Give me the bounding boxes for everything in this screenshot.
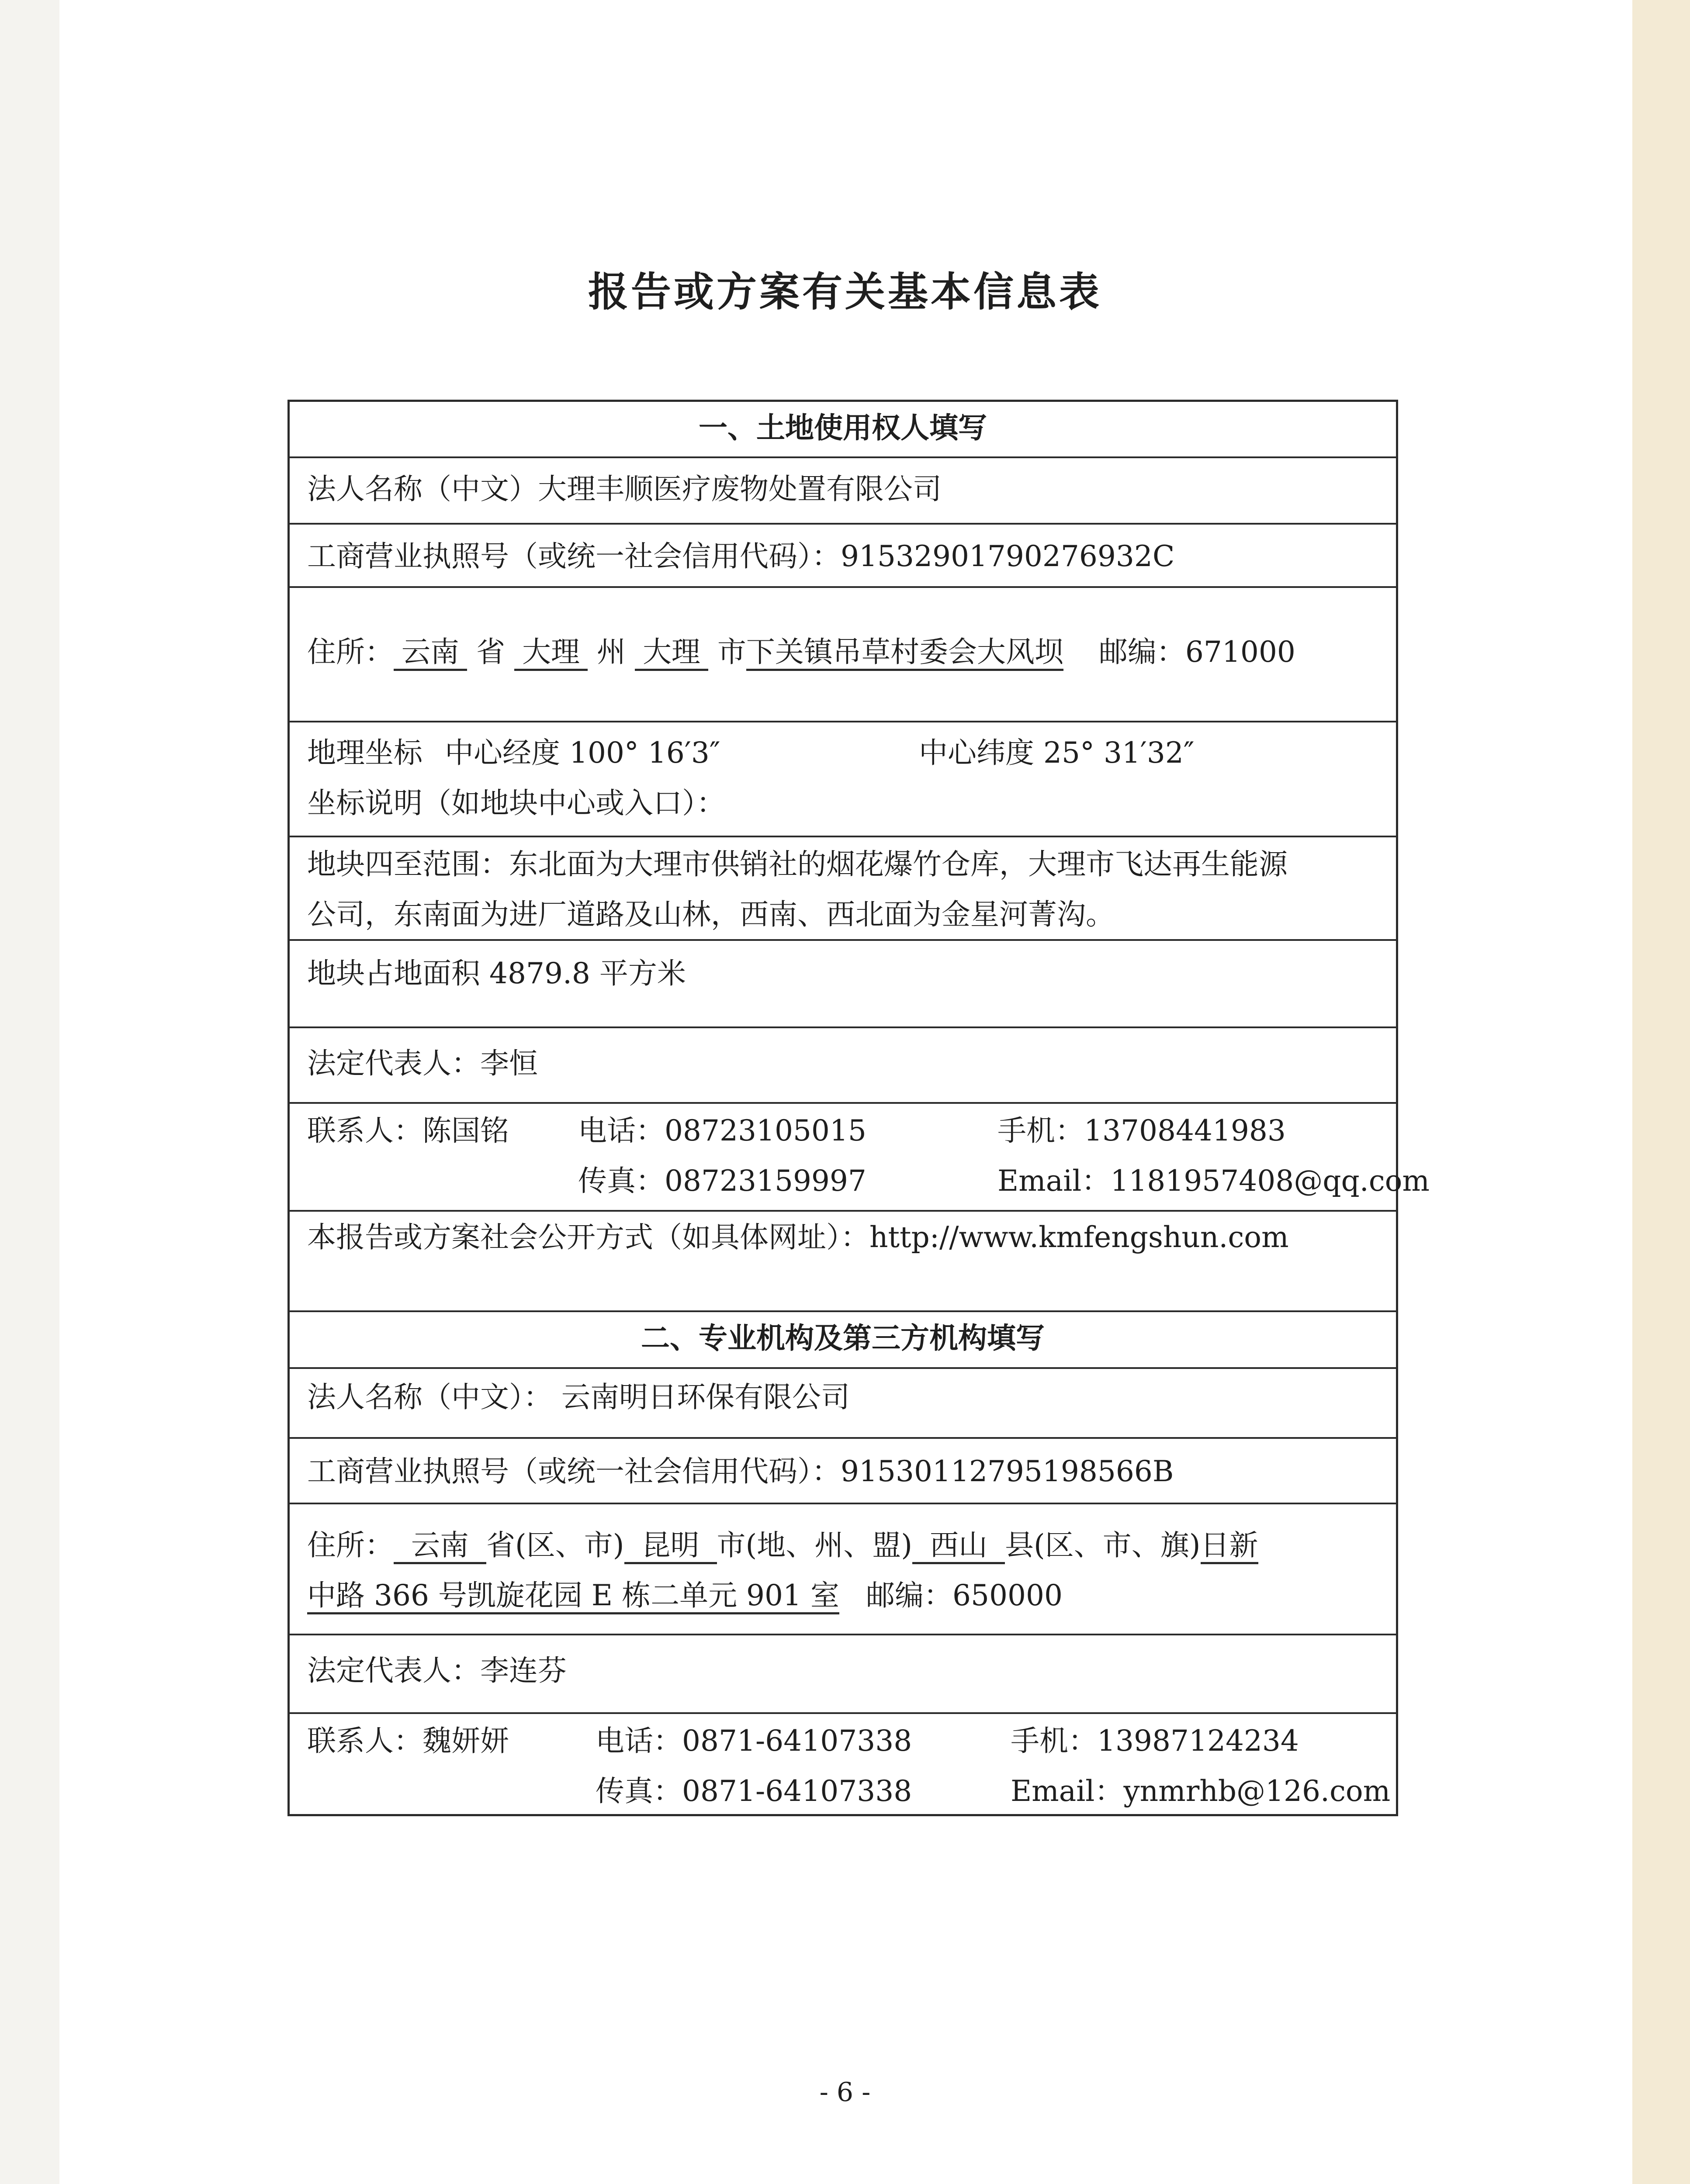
address2-province-suffix: 省(区、市) [486, 1528, 624, 1562]
contact-mobile: 手机：13708441983 [997, 1114, 1286, 1147]
section1-header-text: 一、土地使用权人填写 [699, 411, 987, 445]
section2-legal-name-row [290, 1367, 1396, 1437]
section1-coords-row [290, 721, 1396, 836]
section1-license-row [290, 523, 1396, 586]
section1-address-row [290, 586, 1396, 721]
contact2-phone: 电话：0871-64107338 [596, 1724, 912, 1758]
contact2-line1 [307, 1716, 1378, 1766]
address-province: 云南 [394, 635, 467, 671]
address2-postcode: 邮编：650000 [866, 1579, 1063, 1612]
section1-area-row [290, 939, 1396, 1026]
page-title: 报告或方案有关基本信息表 [588, 268, 1102, 315]
address2-city-suffix: 市(地、州、盟) [717, 1528, 912, 1562]
section2-contact-row [290, 1712, 1396, 1814]
boundaries-line1: 地块四至范围：东北面为大理市供销社的烟花爆竹仓库，大理市飞达再生能源 [307, 847, 1288, 881]
section1-legal-name-row [290, 456, 1396, 523]
section1-contact-row [290, 1102, 1430, 1210]
coords-latitude: 中心纬度 25° 31′32″ [919, 736, 1195, 770]
contact2-mobile: 手机：13987124234 [1011, 1724, 1299, 1758]
disclosure-url: 本报告或方案社会公开方式（如具体网址）：http://www.kmfengshun.com [307, 1220, 1289, 1254]
plot-area: 地块占地面积 4879.8 平方米 [307, 957, 686, 990]
paper-edge-strip [1632, 0, 1690, 2184]
contact2-fax: 传真：0871-64107338 [596, 1774, 912, 1808]
boundaries-line2: 公司，东南面为进厂道路及山林，西南、西北面为金星河菁沟。 [307, 898, 1115, 931]
section1-disclosure-row [290, 1210, 1396, 1310]
section1-header [290, 402, 1396, 456]
section2-header-text: 二、专业机构及第三方机构填写 [641, 1321, 1045, 1355]
address-prefecture-suffix: 州 [596, 635, 626, 669]
address-city: 大理 [635, 635, 708, 671]
address-city-suffix: 市 [717, 635, 746, 669]
address2-prefix: 住所： [307, 1528, 394, 1562]
contact2-email: Email：ynmrhb@126.com [1011, 1774, 1391, 1808]
coords-label: 地理坐标 [307, 736, 422, 770]
coords-note: 坐标说明（如地块中心或入口）： [307, 786, 725, 820]
section2-legal-name: 法人名称（中文）： 云南明日环保有限公司 [307, 1380, 850, 1414]
coords-line [307, 728, 1378, 778]
section1-representative-row [290, 1026, 1396, 1102]
address-prefix: 住所： [307, 635, 394, 669]
contact-phone: 电话：08723105015 [578, 1114, 866, 1147]
info-table [287, 400, 1430, 1816]
contact-line1 [307, 1106, 1378, 1156]
contact2-line2 [307, 1766, 1391, 1816]
address2-city: 昆明 [624, 1528, 717, 1564]
contact-line2 [307, 1156, 1430, 1206]
section2-address-line2 [307, 1570, 1378, 1621]
address2-county: 西山 [912, 1528, 1005, 1564]
section2-address-line1 [307, 1520, 1378, 1570]
contact-fax: 传真：08723159997 [578, 1164, 866, 1198]
address2-county-suffix: 县(区、市、旗) [1005, 1528, 1201, 1562]
address2-province: 云南 [394, 1528, 486, 1564]
section1-address [307, 628, 1378, 676]
address2-detail1: 日新 [1201, 1528, 1258, 1564]
address-postcode: 邮编：671000 [1098, 635, 1295, 669]
section2-representative: 法定代表人：李连芬 [307, 1654, 567, 1687]
address-province-suffix: 省 [476, 635, 505, 669]
section2-license-row [290, 1437, 1396, 1503]
address-prefecture: 大理 [514, 635, 588, 671]
section2-address-row [290, 1503, 1396, 1634]
section1-legal-name: 法人名称（中文）大理丰顺医疗废物处置有限公司 [307, 472, 942, 506]
coords-longitude: 中心经度 100° 16′3″ [444, 736, 720, 770]
section2-header [290, 1310, 1396, 1367]
section1-license: 工商营业执照号（或统一社会信用代码）：91532901790276932C [307, 539, 1175, 573]
section1-representative: 法定代表人：李恒 [307, 1047, 538, 1080]
page-number: - 6 - [819, 2077, 871, 2108]
contact-email: Email：1181957408@qq.com [997, 1164, 1430, 1198]
contact2-person: 联系人：魏妍妍 [307, 1724, 509, 1758]
section2-representative-row [290, 1634, 1396, 1712]
section1-boundaries-row [290, 836, 1396, 939]
address-detail: 下关镇吊草村委会大风坝 [746, 635, 1063, 671]
address2-detail2: 中路 366 号凯旋花园 E 栋二单元 901 室 [307, 1579, 839, 1614]
contact-person: 联系人：陈国铭 [307, 1114, 509, 1147]
section2-license: 工商营业执照号（或统一社会信用代码）：91530112795198566B [307, 1455, 1174, 1488]
